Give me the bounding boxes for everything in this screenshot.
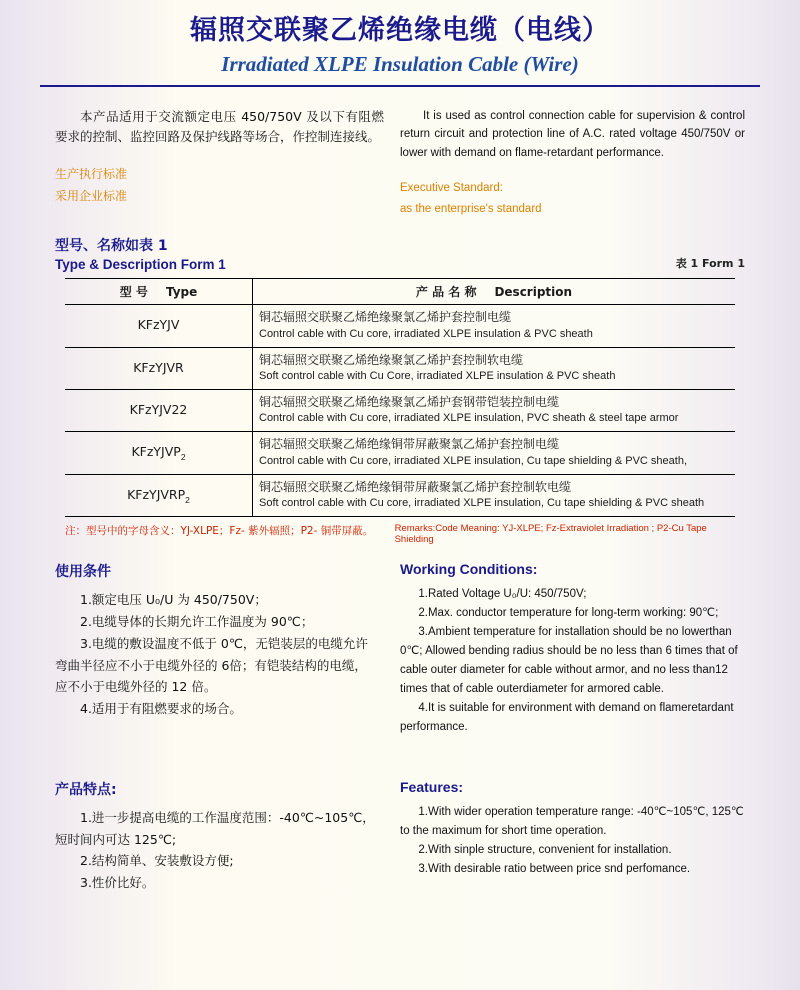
features-list-en (400, 803, 745, 879)
type-code: KFzYJV (137, 317, 180, 333)
type-code: KFzYJVR (133, 359, 184, 375)
standard-line-1-cn: 生产执行标准 (55, 167, 128, 181)
cell-description (253, 389, 736, 431)
type-code: KFzYJVRP (127, 486, 186, 502)
list-item: 4.适用于有阻燃要求的场合。 (80, 701, 242, 717)
cell-description (253, 474, 736, 516)
cell-type (65, 305, 253, 347)
table-row (65, 305, 735, 347)
features-heading-en: Features: (400, 778, 464, 795)
list-item: 3.性价比好。 (80, 875, 155, 891)
features-heading-cn: 产品特点: (55, 781, 117, 798)
column-header-description (253, 279, 736, 305)
standard-line-2-cn: 采用企业标准 (55, 188, 128, 203)
conditions-heading-en: Working Conditions: (400, 560, 538, 577)
cell-description (253, 305, 736, 347)
conditions-heading-cn: 使用条件 (55, 563, 111, 580)
list-item: 3.电缆的敷设温度不低于 0℃，无铠装层的电缆允许弯曲半径应不小于电缆外径的 6倍；有铠装结构的电缆，应不小于电缆外径的 12 倍。 (55, 635, 368, 695)
standard-line-1-en: Executive Standard: (400, 181, 503, 194)
list-item: 2.结构简单、安装敷设方便; (80, 853, 234, 869)
list-item: 1.额定电压 U₀/U 为 450/750V； (80, 591, 267, 607)
table-header-row (65, 279, 735, 305)
intro-paragraph-en: It is used as control connection cable for supervision & control return circuit and protection line of A.C. rated voltage 450/750V or lower with demand on flame-retardant performance. (400, 109, 745, 159)
form-heading-cn: 型号、名称如表 1 (55, 238, 168, 255)
cell-description (253, 432, 736, 474)
list-item: 1.With wider operation temperature range: -40℃~105℃, 125℃ to the maximum for short time operation. (400, 805, 744, 837)
intro-paragraph-cn: 本产品适用于交流额定电压 450/750V 及以下有阻燃要求的控制、监控回路及保护线路等场合，作控制连接线。 (55, 108, 384, 145)
cell-type (65, 432, 253, 474)
remark-en: Remarks:Code Meaning: YJ-XLPE; Fz-Extraviolet Irradiation ; P2-Cu Tape Shielding (394, 522, 707, 545)
list-item: 1.进一步提高电缆的工作温度范围：-40℃~105℃，短时间内可达 125℃; (55, 809, 375, 847)
form-heading-en: Type & Description Form 1 (55, 257, 226, 273)
conditions-col-cn (55, 561, 400, 737)
conditions-list-cn (55, 589, 378, 720)
column-header-type-en: Type (165, 285, 198, 300)
page-title-en: Irradiated XLPE Insulation Cable (Wire) (221, 51, 579, 76)
features-section (0, 737, 800, 895)
features-col-cn (55, 779, 400, 895)
description-cn: 铜芯辐照交联聚乙烯绝缘铜带屏蔽聚氯乙烯护套控制软电缆 (259, 479, 572, 494)
executive-standard-cn (55, 164, 384, 207)
standard-line-2-en: as the enterprise's standard (400, 202, 542, 215)
type-description-table (65, 278, 735, 517)
description-en: Soft control cable with Cu core, irradiated XLPE insulation, Cu tape shielding & PVC sheath (259, 497, 705, 509)
table-row (65, 389, 735, 431)
list-item: 2.With sinple structure, convenient for installation. (418, 843, 672, 856)
table-row (65, 347, 735, 389)
list-item: 3.Ambient temperature for installation should be no lowerthan 0℃; Allowed bending radius should be no less than 6 times that of cable outer diameter for cable without armor, and no less than12 times that of cable outerdiameter for armored cable. (400, 625, 738, 695)
list-item: 1.Rated Voltage U₀/U: 450/750V; (418, 587, 587, 600)
column-header-type-cn: 型 号 (119, 285, 148, 300)
intro-section (0, 93, 800, 220)
description-en: Soft control cable with Cu Core, irradiated XLPE insulation & PVC sheath (259, 370, 616, 383)
page-header (0, 0, 800, 93)
features-col-en (400, 779, 745, 895)
remark-cn: 注：型号中的字母含义：YJ-XLPE；Fz- 紫外辐照；P2- 铜带屏蔽。 (65, 524, 374, 537)
description-cn: 铜芯辐照交联聚乙烯绝缘聚氯乙烯护套控制电缆 (259, 310, 512, 325)
executive-standard-en (400, 178, 745, 219)
description-en: Control cable with Cu core, irradiated XLPE insulation, Cu tape shielding & PVC sheath, (259, 454, 688, 467)
type-code: KFzYJV22 (129, 402, 188, 418)
features-list-cn (55, 807, 378, 895)
intro-col-en (400, 107, 745, 220)
list-item: 2.电缆导体的长期允许工作温度为 90℃； (80, 613, 314, 629)
table-row (65, 474, 735, 516)
form-number-label: 表 1 Form 1 (675, 257, 745, 271)
form-heading-block (0, 219, 800, 272)
table-row (65, 432, 735, 474)
working-conditions-section (0, 545, 800, 737)
conditions-col-en (400, 561, 745, 737)
description-en: Control cable with Cu core, irradiated XLPE insulation & PVC sheath (259, 327, 593, 340)
type-code-sub: 2 (180, 452, 186, 463)
list-item: 4.It is suitable for environment with demand on flameretardant performance. (400, 701, 734, 733)
column-header-desc-cn: 产 品 名 称 (415, 285, 477, 300)
type-code: KFzYJVP (131, 444, 181, 460)
list-item: 3.With desirable ratio between price snd perfomance. (418, 862, 691, 875)
list-item: 2.Max. conductor temperature for long-term working: 90℃; (418, 606, 719, 619)
description-cn: 铜芯辐照交联聚乙烯绝缘铜带屏蔽聚氯乙烯护套控制电缆 (259, 437, 560, 452)
header-divider (40, 85, 760, 87)
column-header-desc-en: Description (494, 285, 573, 300)
intro-col-cn (55, 107, 400, 220)
description-cn: 铜芯辐照交联聚乙烯绝缘聚氯乙烯护套控制软电缆 (259, 352, 524, 367)
column-header-type (65, 279, 253, 305)
conditions-list-en (400, 585, 745, 737)
page-title-cn: 辐照交联聚乙烯绝缘电缆（电线） (190, 15, 610, 46)
remarks-row (0, 517, 800, 545)
cell-type (65, 389, 253, 431)
description-cn: 铜芯辐照交联聚乙烯绝缘聚氯乙烯护套钢带铠装控制电缆 (259, 394, 560, 409)
cell-type (65, 474, 253, 516)
type-code-sub: 2 (185, 494, 190, 505)
cell-description (253, 347, 736, 389)
description-en: Control cable with Cu core, irradiated XLPE insulation, PVC sheath & steel tape armor (259, 412, 679, 425)
cell-type (65, 347, 253, 389)
